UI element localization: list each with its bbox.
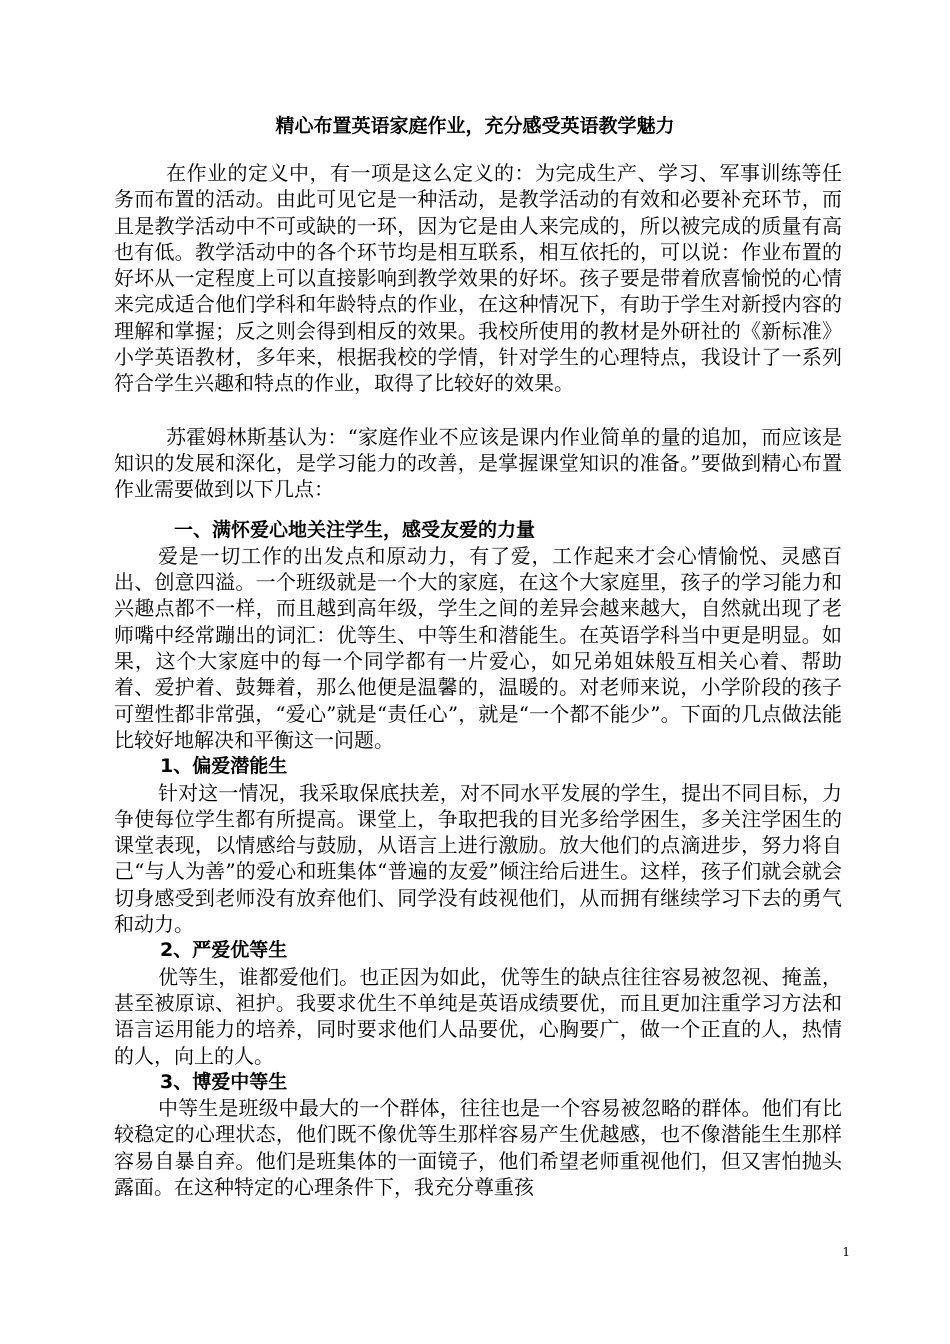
subsection-paragraph: 中等生是班级中最大的一个群体，往往也是一个容易被忽略的群体。他们有比较稳定的心理状态，他们既不像优等生那样容易产生优越感，也不像潜能生生那样容易自暴自弃。他们是班集体的一面镜子，他们希望老师重视他们，但又害怕抛头露面。在这种特定的心理条件下，我充分尊重孩 <box>114 1096 842 1199</box>
subsection-heading: 1、偏爱潜能生 <box>160 755 288 778</box>
document-body <box>114 160 842 1200</box>
subsection-heading: 2、严爱优等生 <box>160 939 288 962</box>
subsection-paragraph: 针对这一情况，我采取保底扶差，对不同水平发展的学生，提出不同目标，力争使每位学生都有所提高。课堂上，争取把我的目光多给学困生，多关注学困生的课堂表现，以情感给与鼓励，从语言上进行激励。放大他们的点滴进步，努力将自己“与人为善”的爱心和班集体“普遍的友爱”倾注给后进生。这样，孩子们就会就会切身感受到老师没有放弃他们、同学没有歧视他们，从而拥有继续学习下去的勇气和动力。 <box>114 780 842 937</box>
intro-paragraph: 在作业的定义中，有一项是这么定义的：为完成生产、学习、军事训练等任务而布置的活动。由此可见它是一种活动，是教学活动的有效和必要补充环节，而且是教学活动中不可或缺的一环，因为它是由人来完成的，所以被完成的质量有高也有低。教学活动中的各个环节均是相互联系，相互依托的，可以说：作业布置的好坏从一定程度上可以直接影响到教学效果的好坏。孩子要是带着欣喜愉悦的心情来完成适合他们学科和年龄特点的作业，在这种情况下，有助于学生对新授内容的理解和掌握；反之则会得到相反的效果。我校所使用的教材是外研社的《新标准》小学英语教材，多年来，根据我校的学情，针对学生的心理特点，我设计了一系列符合学生兴趣和特点的作业，取得了比较好的效果。 <box>114 161 842 396</box>
subsection-heading: 3、博爱中等生 <box>160 1070 288 1093</box>
document-title: 精心布置英语家庭作业，充分感受英语教学魅力 <box>275 115 675 137</box>
section-paragraph: 爱是一切工作的出发点和原动力，有了爱，工作起来才会心情愉悦、灵感百出、创意四溢。一个班级就是一个大的家庭，在这个大家庭里，孩子的学习能力和兴趣点都不一样，而且越到高年级，学生之间的差异会越来越大，自然就出现了老师嘴中经常蹦出的词汇：优等生、中等生和潜能生。在英语学科当中更是明显。如果，这个大家庭中的每一个同学都有一片爱心，如兄弟姐妹般互相关心着、帮助着、爱护着、鼓舞着，那么他便是温馨的，温暖的。对老师来说，小学阶段的孩子可塑性都非常强，“爱心”就是“责任心”，就是“一个都不能少”。下面的几点做法能比较好地解决和平衡这一问题。 <box>114 543 842 752</box>
subsection-paragraph: 优等生，谁都爱他们。也正因为如此，优等生的缺点往往容易被忽视、掩盖，甚至被原谅、袒护。我要求优生不单纯是英语成绩要优，而且更加注重学习方法和语言运用能力的培养，同时要求他们人品要优，心胸要广，做一个正直的人，热情的人，向上的人。 <box>114 964 842 1068</box>
intro-paragraph: 苏霍姆林斯基认为：“家庭作业不应该是课内作业简单的量的追加，而应该是知识的发展和深化，是学习能力的改善，是掌握课堂知识的准备。”要做到精心布置作业需要做到以下几点： <box>114 424 842 502</box>
page-number: 1 <box>842 1245 850 1259</box>
section-heading: 一、满怀爱心地关注学生，感受友爱的力量 <box>174 518 536 541</box>
